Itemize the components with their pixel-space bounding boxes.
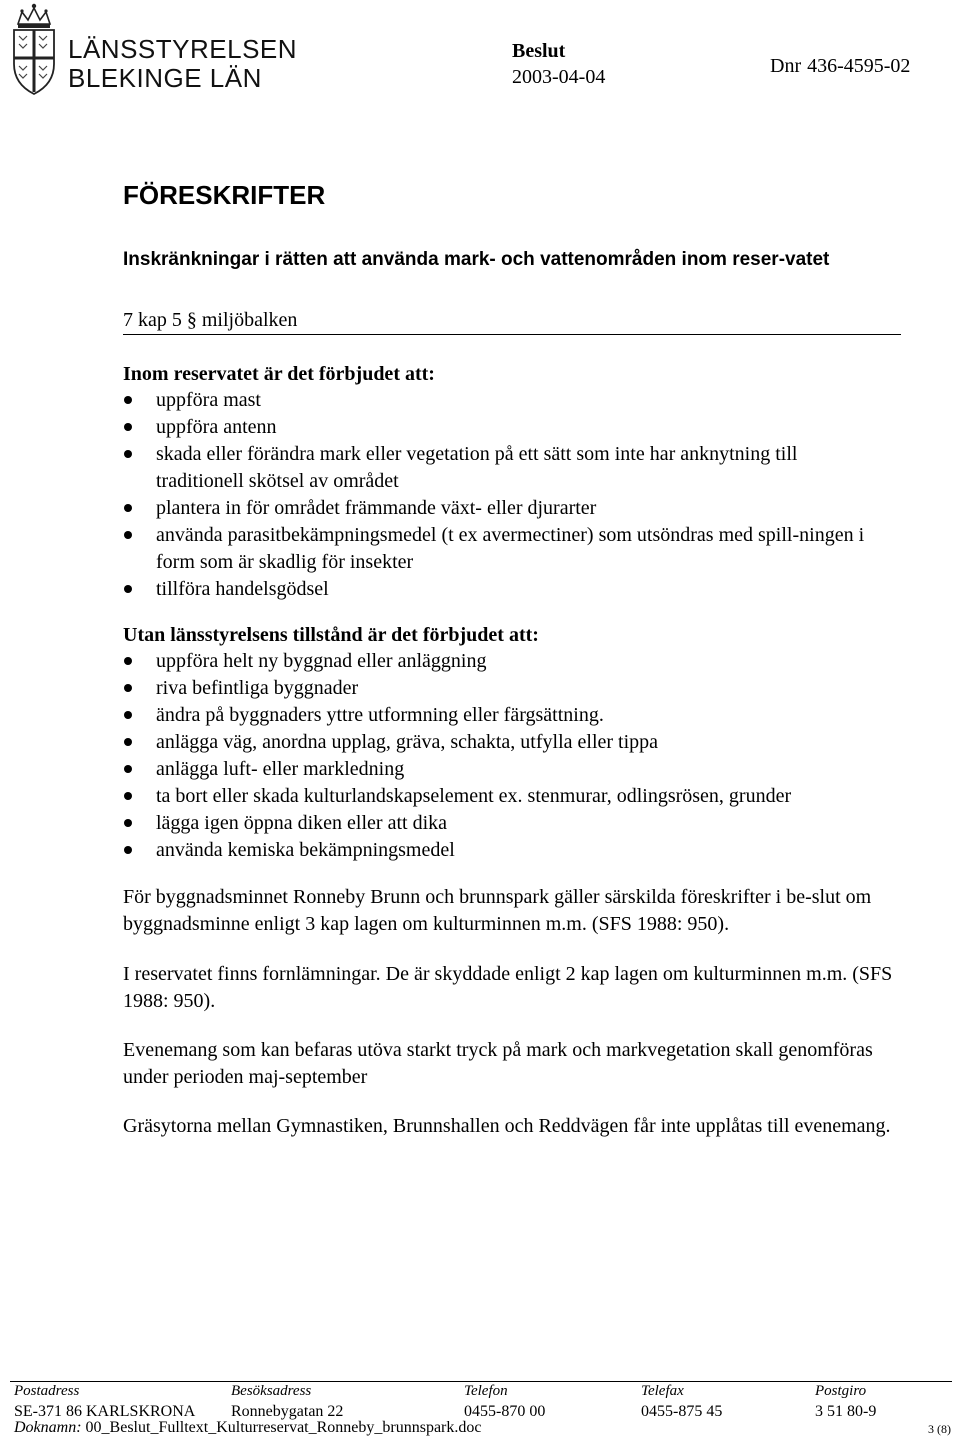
list-item	[123, 729, 883, 756]
bullet-icon	[124, 396, 132, 404]
list-item	[123, 522, 883, 576]
footer-postal-address: SE-371 86 KARLSKRONA	[14, 1403, 196, 1420]
legal-reference: 7 kap 5 § miljöbalken	[123, 309, 298, 331]
permit-required-heading: Utan länsstyrelsens tillstånd är det förbjudet att:	[123, 624, 539, 646]
list-item-text: tillföra handelsgödsel	[156, 578, 329, 600]
bullet-icon	[124, 819, 132, 827]
section-subtitle: Inskränkningar i rätten att använda mark- och vattenområden inom reser-vatet	[123, 249, 830, 270]
permit-required-list	[123, 648, 883, 864]
diary-number-label: Dnr	[770, 55, 802, 77]
footer-giro: 3 51 80-9	[815, 1403, 877, 1420]
list-item	[123, 387, 883, 414]
footer-phone: 0455-870 00	[464, 1403, 546, 1420]
list-item-text: riva befintliga byggnader	[156, 677, 359, 699]
document-date: 2003-04-04	[512, 66, 606, 88]
footer-label-giro: Postgiro	[815, 1383, 867, 1399]
list-item	[123, 648, 883, 675]
bullet-icon	[124, 792, 132, 800]
diary-number	[770, 55, 910, 78]
list-item	[123, 810, 883, 837]
list-item-text: skada eller förändra mark eller vegetation på ett sätt som inte har anknytning till traditionell skötsel av området	[156, 443, 798, 492]
footer-label-postal-address: Postadress	[14, 1383, 80, 1399]
document-type: Beslut	[512, 40, 566, 62]
bullet-icon	[124, 765, 132, 773]
bullet-icon	[124, 585, 132, 593]
list-item-text: lägga igen öppna diken eller att dika	[156, 812, 448, 834]
document-filename-label: Doknamn:	[14, 1419, 82, 1436]
list-item-text: anlägga väg, anordna upplag, gräva, schakta, utfylla eller tippa	[156, 731, 659, 753]
list-item	[123, 675, 883, 702]
list-item-text: ändra på byggnaders yttre utformning eller färgsättning.	[156, 704, 604, 726]
bullet-icon	[124, 450, 132, 458]
list-item-text: anlägga luft- eller markledning	[156, 758, 405, 780]
list-item-text: uppföra helt ny byggnad eller anläggning	[156, 650, 487, 672]
bullet-icon	[124, 738, 132, 746]
list-item-text: plantera in för området främmande växt- eller djurarter	[156, 497, 597, 519]
list-item	[123, 783, 883, 810]
org-name-line1: LÄNSSTYRELSEN	[68, 34, 298, 64]
page-title: FÖRESKRIFTER	[123, 180, 326, 210]
bullet-icon	[124, 423, 132, 431]
footer-divider	[10, 1381, 952, 1382]
prohibitions-heading: Inom reservatet är det förbjudet att:	[123, 363, 435, 385]
list-item	[123, 837, 883, 864]
bullet-icon	[124, 657, 132, 665]
document-filename-value: 00_Beslut_Fulltext_Kulturreservat_Ronneby_brunnspark.doc	[85, 1419, 482, 1436]
org-name-line2: BLEKINGE LÄN	[68, 63, 262, 93]
list-item	[123, 756, 883, 783]
footer-fax: 0455-875 45	[641, 1403, 723, 1420]
list-item	[123, 495, 883, 522]
list-item	[123, 414, 883, 441]
coat-of-arms-icon	[10, 2, 58, 98]
list-item	[123, 441, 883, 495]
list-item	[123, 702, 883, 729]
document-filename	[14, 1419, 481, 1437]
divider	[123, 334, 901, 335]
list-item	[123, 576, 883, 603]
footer-visiting-address: Ronnebygatan 22	[231, 1403, 344, 1420]
footer-label-fax: Telefax	[641, 1383, 684, 1399]
bullet-icon	[124, 531, 132, 539]
paragraph: Gräsytorna mellan Gymnastiken, Brunnshallen och Reddvägen får inte upplåtas till evenemang.	[123, 1115, 891, 1137]
diary-number-value: 436-4595-02	[807, 55, 911, 77]
list-item-text: uppföra antenn	[156, 416, 277, 438]
prohibitions-list	[123, 387, 883, 603]
paragraph: För byggnadsminnet Ronneby Brunn och brunnspark gäller särskilda föreskrifter i be-slut om byggnadsminne enligt 3 kap lagen om kulturminnen m.m. (SFS 1988: 950).	[123, 886, 872, 935]
footer-label-visiting-address: Besöksadress	[231, 1383, 312, 1399]
paragraph: Evenemang som kan befaras utöva starkt tryck på mark och markvegetation skall genomföras under perioden maj-september	[123, 1039, 873, 1088]
bullet-icon	[124, 846, 132, 854]
paragraph: I reservatet finns fornlämningar. De är skyddade enligt 2 kap lagen om kulturminnen m.m. (SFS 1988: 950).	[123, 963, 893, 1012]
bullet-icon	[124, 684, 132, 692]
list-item-text: använda kemiska bekämpningsmedel	[156, 839, 455, 861]
list-item-text: använda parasitbekämpningsmedel (t ex avermectiner) som utsöndras med spill-ningen i form som är skadlig för insekter	[156, 524, 865, 573]
bullet-icon	[124, 711, 132, 719]
page-number: 3 (8)	[928, 1422, 951, 1436]
list-item-text: ta bort eller skada kulturlandskapselement ex. stenmurar, odlingsrösen, grunder	[156, 785, 792, 807]
list-item-text: uppföra mast	[156, 389, 261, 411]
footer-label-phone: Telefon	[464, 1383, 508, 1399]
bullet-icon	[124, 504, 132, 512]
